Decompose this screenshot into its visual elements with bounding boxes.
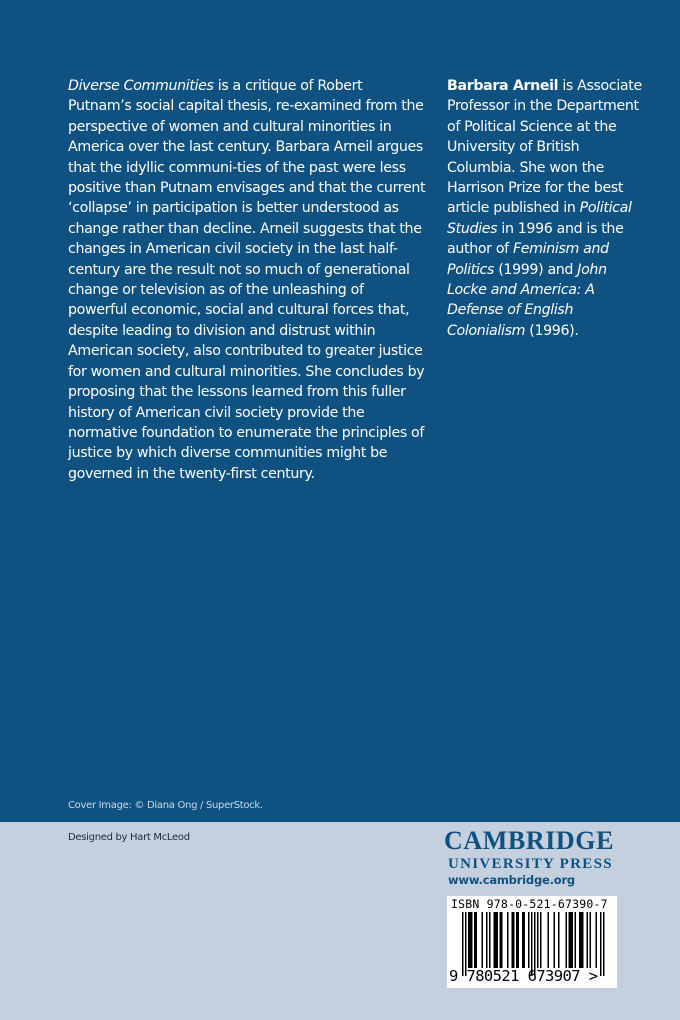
barcode-bar [569, 912, 571, 968]
barcode-bar [579, 912, 581, 968]
book-title-locke: John Locke and America: A Defense of English Colonialism [447, 261, 607, 339]
barcode-bar [537, 912, 539, 968]
barcode-bar [516, 912, 518, 968]
barcode-bar [497, 912, 499, 968]
barcode-bar [486, 912, 488, 968]
designer-credit: Designed by Hart McLeod [68, 832, 190, 843]
barcode-bar [501, 912, 503, 968]
barcode-bar [507, 912, 509, 968]
bio-paragraph [447, 76, 647, 341]
barcode-bar [474, 912, 476, 968]
barcode-bar [558, 912, 560, 968]
bio-text: is Associate Professor in the Department of Political Science at the University of British Columbia. She won the Harrison Prize for the best article published in [447, 78, 642, 217]
barcode-bar [495, 912, 497, 968]
barcode-bar [575, 912, 577, 968]
barcode-bar [582, 912, 584, 968]
barcode-bar [590, 912, 592, 968]
ean-digits: 9 780521 673907 > [449, 967, 598, 985]
barcode-bar [528, 912, 530, 968]
barcode-bar [548, 912, 550, 968]
description-text: is a critique of Robert Putnam’s social capital thesis, re-examined from the perspective of women and cultural minorities in America over the last century. Barbara Arneil argues that the idyllic communi-ties of the past were less positive than Putnam envisages and that the current ‘collapse’ in participation is better understood as change rather than decline. Arneil suggests that the changes in American civil society in the last half-century are the result not so much of generational change or television as of the unleashing of powerful economic, social and cultural forces that, despite leading to division and distrust within American society, also contributed to greater justice for women and cultural minorities. She concludes by proposing that the lessons learned from this fuller history of American civil society provide the normative foundation to enumerate the principles of justice by which diverse communities might be governed in the twenty-first century. [68, 78, 426, 482]
author-name: Barbara Arneil [447, 78, 559, 94]
barcode-bar [470, 912, 472, 968]
barcode-bar [476, 912, 478, 968]
publisher-url[interactable]: www.cambridge.org [448, 873, 575, 887]
publisher-name: CAMBRIDGE [444, 826, 615, 855]
barcode-bar [489, 912, 491, 968]
description-paragraph [68, 76, 426, 484]
barcode-bar [494, 912, 496, 968]
book-description [68, 76, 426, 484]
barcode-bar [522, 912, 524, 968]
cover-image-credit: Cover Image: © Diana Ong / SuperStock. [68, 800, 263, 811]
barcode-bar [482, 912, 484, 968]
book-title-feminism: Feminism and Politics [447, 241, 609, 278]
barcode-bar [524, 912, 526, 968]
bio-text: (1999) and [498, 261, 574, 278]
bio-text: in 1996 and is the author of [447, 220, 624, 258]
isbn-label: ISBN 978-0-521-67390-7 [451, 897, 608, 911]
barcode-panel [447, 896, 617, 988]
barcode-bar [500, 912, 502, 968]
barcode-bar [471, 912, 473, 968]
barcode-bar [554, 912, 556, 968]
barcode-bar [581, 912, 583, 968]
barcode-bar [513, 912, 515, 968]
barcode-bar [570, 912, 572, 968]
journal-title: Political Studies [447, 200, 632, 237]
barcode-bar [518, 912, 520, 968]
publisher-subname: UNIVERSITY PRESS [448, 856, 613, 872]
barcode-bar [596, 912, 598, 968]
barcode-bar [566, 912, 568, 968]
barcode-bar [540, 912, 542, 968]
book-title: Diverse Communities [68, 78, 214, 94]
barcode-bar [468, 912, 470, 968]
barcode-bar [600, 912, 602, 976]
publisher-logo [444, 826, 624, 872]
author-bio [447, 76, 647, 341]
bio-text: (1996). [529, 322, 579, 339]
barcode-bar [603, 912, 605, 976]
barcode-bar [512, 912, 514, 968]
barcode-bar [587, 912, 589, 968]
barcode-bar [572, 912, 574, 968]
